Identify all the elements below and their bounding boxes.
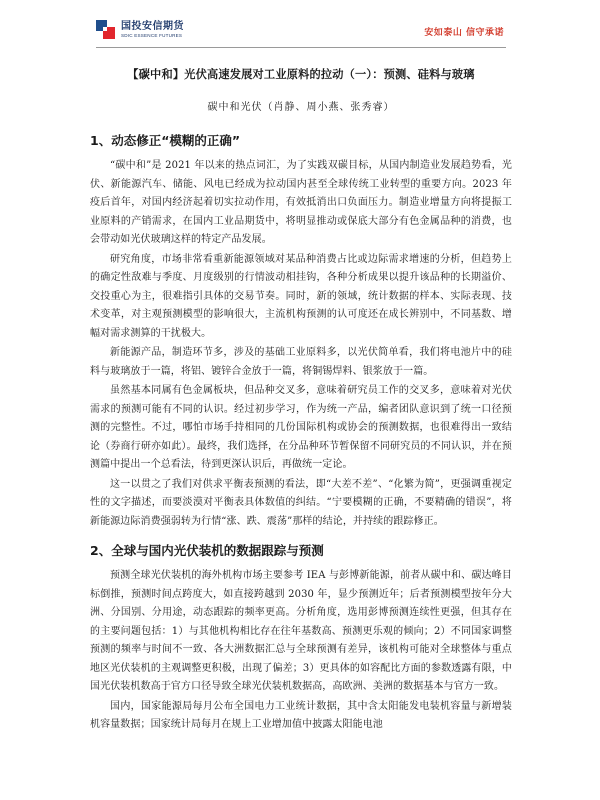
paragraph: 预测全球光伏装机的海外机构市场主要参考 IEA 与彭博新能源，前者从碳中和、碳达峰目标倒推，预测时间点跨度大，如直接跨越到 2030 年，显少预测近年；后者预测模型按年分大洲、分国别、分用途，动态跟踪的频率更高。分析角度，选用彭博预测连续性更强，但其存在的主要问题包括：1）与其他机构相比存在往年基数高、预测更乐观的倾向；2）不同国家调整预测的频率与时间不一致、各大洲数据汇总与全球预测有差异，该机构可能对全球整体与重点地区光伏装机的主观调整更积极，出现了偏差；3）更具体的如容配比方面的参数透露有限，中国光伏装机数高于官方口径导致全球光伏装机数据高，高欧洲、美洲的数据基本与官方一致。 bbox=[90, 570, 512, 692]
section-heading: 2、全球与国内光伏装机的数据跟踪与预测 bbox=[90, 543, 324, 558]
paragraph: 研究角度，市场非常看重新能源领域对某品种消费占比或边际需求增速的分析，但趋势上的确定性敌难与季度、月度级别的行情波动相挂钩，各种分析成果以提升该品种的长期溢价、交投重心为主，很难指引具体的交易节奏。同时，新的领域，统计数据的样本、实际表现、技术变革，对主观预测模型的影响很大，主流机构预测的认可度还在成长辨别中，不同基数、增幅对需求测算的干扰极大。 bbox=[90, 253, 512, 339]
logo-chinese-name: 国投安信期货 bbox=[121, 20, 184, 32]
paragraph: 国内，国家能源局每月公布全国电力工业统计数据，其中含太阳能发电装机容量与新增装机容量数据；国家统计局每月在规上工业增加值中披露太阳能电池 bbox=[90, 700, 512, 730]
section-heading: 1、动态修正“模糊的正确” bbox=[90, 133, 241, 148]
document-body bbox=[90, 62, 512, 736]
document-title: 【碳中和】光伏高速发展对工业原料的拉动（一）：预测、硅料与玻璃 bbox=[127, 68, 475, 81]
header-divider bbox=[96, 47, 506, 48]
company-logo bbox=[96, 20, 184, 40]
paragraph: “碳中和”是 2021 年以来的热点词汇，为了实践双碳目标，从国内制造业发展趋势看，光伏、新能源汽车、储能、风电已经成为拉动国内甚至全球传统工业转型的重要方向。2023 年疫后首年，对国内经济起着切实拉动作用，有效抵消出口负面压力。制造业增量方向将提振工业原料的产销需求，在国内工业品期货中，将明显推动或保底大部分有色金属品种的消费，也会带动如光伏玻璃这样的特定产品发展。 bbox=[90, 160, 512, 245]
logo-mark-icon bbox=[96, 20, 116, 40]
document-authors: 碳中和光伏（肖静、周小燕、张秀睿） bbox=[207, 102, 395, 113]
paragraph: 新能源产品，制造环节多，涉及的基础工业原料多，以光伏简单看，我们将电池片中的硅料与玻璃放于一篇，将铝、镀锌合金放于一篇，将铜锡焊料、银浆放于一篇。 bbox=[90, 347, 512, 377]
paragraph: 虽然基本同属有色金属板块，但品种交叉多，意味着研究员工作的交叉多，意味着对光伏需求的预测可能有不同的认识。经过初步学习，作为统一产品，编者团队意识到了统一口径预测的完整性。不过，哪怕市场手持相同的几份国际机构或协会的预测数据，也很难得出一致结论（券商行研亦如此）。最终，我们选择，在分品种环节暂保留不同研究员的不同认识，并在预测篇中提出一个总看法，待到更深认识后，再做统一定论。 bbox=[90, 385, 512, 470]
paragraph: 这一以贯之了我们对供求平衡表预测的看法，即“大差不差”、“化繁为简”，更强调重视定性的文字描述，而要淡漠对平衡表具体数值的纠结。“宁要模糊的正确，不要精确的错误”，将新能源边际消费强弱转为行情“涨、跌、震荡”那样的结论，并持续的跟踪修正。 bbox=[90, 478, 512, 527]
header-slogan: 安如泰山 信守承诺 bbox=[424, 28, 504, 38]
page-header bbox=[0, 0, 600, 58]
logo-english-name: SDIC ESSENCE FUTURES bbox=[121, 32, 183, 38]
